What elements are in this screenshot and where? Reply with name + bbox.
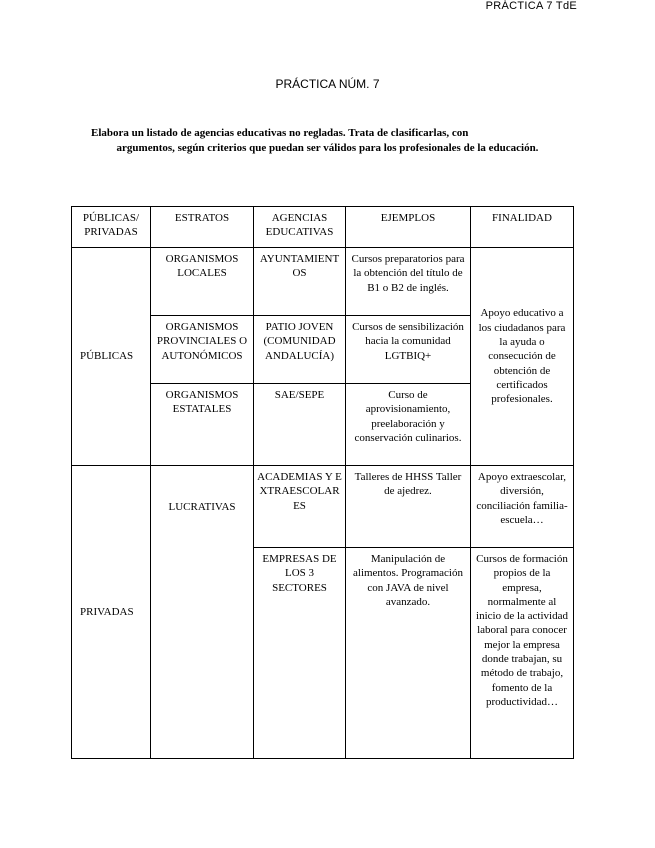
cell-estrato-lucrativas: LUCRATIVAS: [151, 466, 254, 759]
instruction-line-1: Elabora un listado de agencias educativas no regladas. Trata de clasificarlas, con: [91, 127, 469, 139]
agencies-table: [71, 206, 574, 759]
cell-ejemplo: Cursos preparatorios para la obtención del título de B1 o B2 de inglés.: [346, 248, 471, 316]
cell-estrato: ORGANISMOS PROVINCIALES O AUTONÓMICOS: [151, 316, 254, 384]
cell-ejemplo: Curso de aprovisionamiento, preelaboración y conservación culinarios.: [346, 384, 471, 466]
page-title: PRÁCTICA NÚM. 7: [275, 77, 380, 91]
cell-estrato: ORGANISMOS ESTATALES: [151, 384, 254, 466]
cell-privadas: PRIVADAS: [72, 466, 151, 759]
table-header-row: [72, 207, 574, 248]
cell-agencia: ACADEMIAS Y EXTRAESCOLARES: [254, 466, 346, 548]
instruction-paragraph: [91, 126, 564, 156]
cell-agencia: PATIO JOVEN (COMUNIDAD ANDALUCÍA): [254, 316, 346, 384]
running-header: PRÁCTICA 7 TdE: [485, 0, 577, 12]
header-agencias: AGENCIAS EDUCATIVAS: [254, 207, 346, 248]
header-finalidad: FINALIDAD: [471, 207, 574, 248]
cell-agencia: AYUNTAMIENTOS: [254, 248, 346, 316]
cell-agencia: EMPRESAS DE LOS 3 SECTORES: [254, 548, 346, 759]
header-estratos: ESTRATOS: [151, 207, 254, 248]
header-publicas-privadas: PÚBLICAS/ PRIVADAS: [72, 207, 151, 248]
cell-ejemplo: Talleres de HHSS Taller de ajedrez.: [346, 466, 471, 548]
table-row: [72, 248, 574, 316]
cell-finalidad: Cursos de formación propios de la empresa, normalmente al inicio de la actividad laboral para conocer mejor la empresa donde trabajan, su método de trabajo, fomento de la productividad…: [471, 548, 574, 759]
cell-finalidad: Apoyo extraescolar, diversión, conciliación familia-escuela…: [471, 466, 574, 548]
cell-publicas: PÚBLICAS: [72, 248, 151, 466]
cell-estrato: ORGANISMOS LOCALES: [151, 248, 254, 316]
cell-agencia: SAE/SEPE: [254, 384, 346, 466]
cell-finalidad-publicas: Apoyo educativo a los ciudadanos para la ayuda o consecución de obtención de certificados profesionales.: [471, 248, 574, 466]
instruction-line-2: argumentos, según criterios que puedan ser válidos para los profesionales de la educación.: [116, 142, 539, 154]
cell-ejemplo: Manipulación de alimentos. Programación con JAVA de nivel avanzado.: [346, 548, 471, 759]
header-ejemplos: EJEMPLOS: [346, 207, 471, 248]
cell-ejemplo: Cursos de sensibilización hacia la comunidad LGTBIQ+: [346, 316, 471, 384]
table-row: [72, 466, 574, 548]
